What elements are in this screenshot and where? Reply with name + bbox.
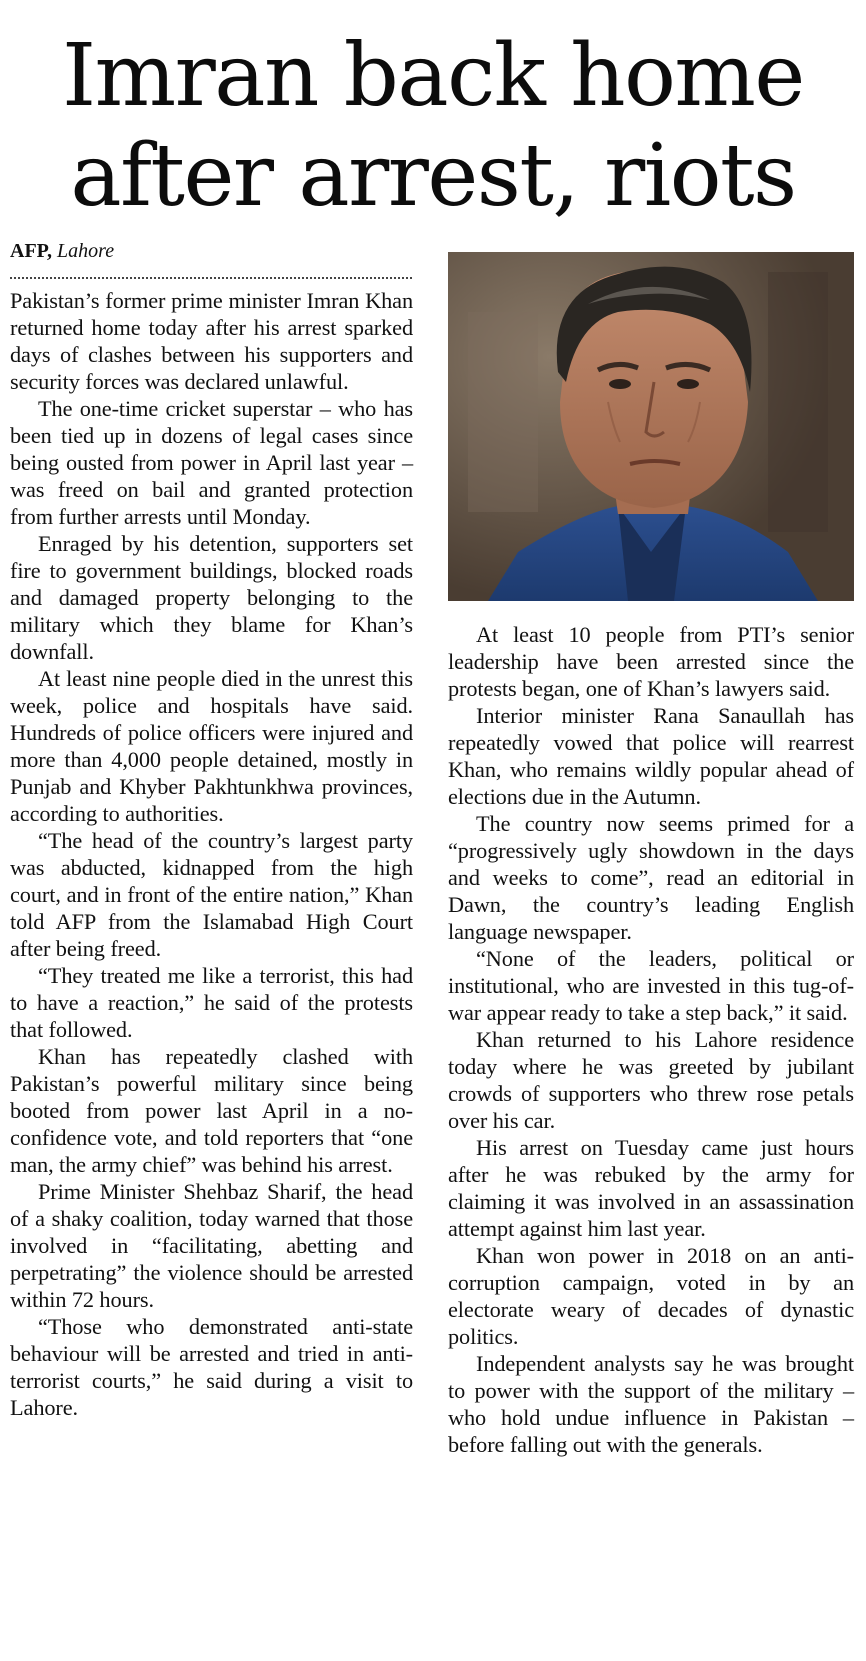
byline-agency: AFP, — [10, 240, 53, 262]
headline-line-1: Imran back home — [62, 26, 804, 126]
article-photo — [448, 252, 854, 601]
paragraph: “They treated me like a terrorist, this had to have a reaction,” he said of the protests that followed. — [10, 963, 413, 1042]
byline — [10, 238, 412, 264]
headline — [0, 26, 866, 226]
headline-line-2: after arrest, riots — [70, 126, 796, 226]
paragraph: Khan has repeatedly clashed with Pakistan’s powerful military since being booted from power last April in a no-confidence vote, and told reporters that “one man, the army chief” was behind his arrest. — [10, 1044, 413, 1177]
paragraph: Pakistan’s former prime minister Imran Khan returned home today after his arrest sparked days of clashes between his supporters and security forces was declared unlawful. — [10, 288, 413, 394]
paragraph: Khan returned to his Lahore residence today where he was greeted by jubilant crowds of supporters who threw rose petals over his car. — [448, 1027, 854, 1133]
paragraph: At least nine people died in the unrest this week, police and hospitals have said. Hundreds of police officers were injured and more than 4,000 people detained, mostly in Punjab and Khyber Pakhtunkhwa provinces, according to authorities. — [10, 666, 413, 826]
portrait-illustration — [448, 252, 854, 601]
article-column-right — [448, 621, 854, 1458]
paragraph: The country now seems primed for a “progressively ugly showdown in the days and weeks to come”, read an editorial in Dawn, the country’s leading English language newspaper. — [448, 811, 854, 944]
article-column-left — [10, 287, 413, 1421]
paragraph: “None of the leaders, political or institutional, who are invested in this tug-of-war appear ready to take a step back,” it said. — [448, 946, 854, 1025]
paragraph: Interior minister Rana Sanaullah has repeatedly vowed that police will rearrest Khan, who remains wildly popular ahead of elections due in the Autumn. — [448, 703, 854, 809]
paragraph: At least 10 people from PTI’s senior leadership have been arrested since the protests began, one of Khan’s lawyers said. — [448, 622, 854, 701]
paragraph: “Those who demonstrated anti-state behaviour will be arrested and tried in anti-terrorist courts,” he said during a visit to Lahore. — [10, 1314, 413, 1420]
paragraph: The one-time cricket superstar – who has been tied up in dozens of legal cases since being ousted from power in April last year – was freed on bail and granted protection from further arrests until Monday. — [10, 396, 413, 529]
paragraph: Prime Minister Shehbaz Sharif, the head of a shaky coalition, today warned that those involved in “facilitating, abetting and perpetrating” the violence should be arrested within 72 hours. — [10, 1179, 413, 1312]
paragraph: His arrest on Tuesday came just hours after he was rebuked by the army for claiming it was involved in an assassination attempt against him last year. — [448, 1135, 854, 1241]
byline-divider — [10, 277, 412, 279]
byline-place: Lahore — [57, 240, 115, 262]
paragraph: Khan won power in 2018 on an anti-corruption campaign, voted in by an electorate weary of decades of dynastic politics. — [448, 1243, 854, 1349]
paragraph: “The head of the country’s largest party was abducted, kidnapped from the high court, and in front of the entire nation,” Khan told AFP from the Islamabad High Court after being freed. — [10, 828, 413, 961]
paragraph: Enraged by his detention, supporters set fire to government buildings, blocked roads and damaged property belonging to the military which they blame for Khan’s downfall. — [10, 531, 413, 664]
paragraph: Independent analysts say he was brought to power with the support of the military – who hold undue influence in Pakistan – before falling out with the generals. — [448, 1351, 854, 1457]
